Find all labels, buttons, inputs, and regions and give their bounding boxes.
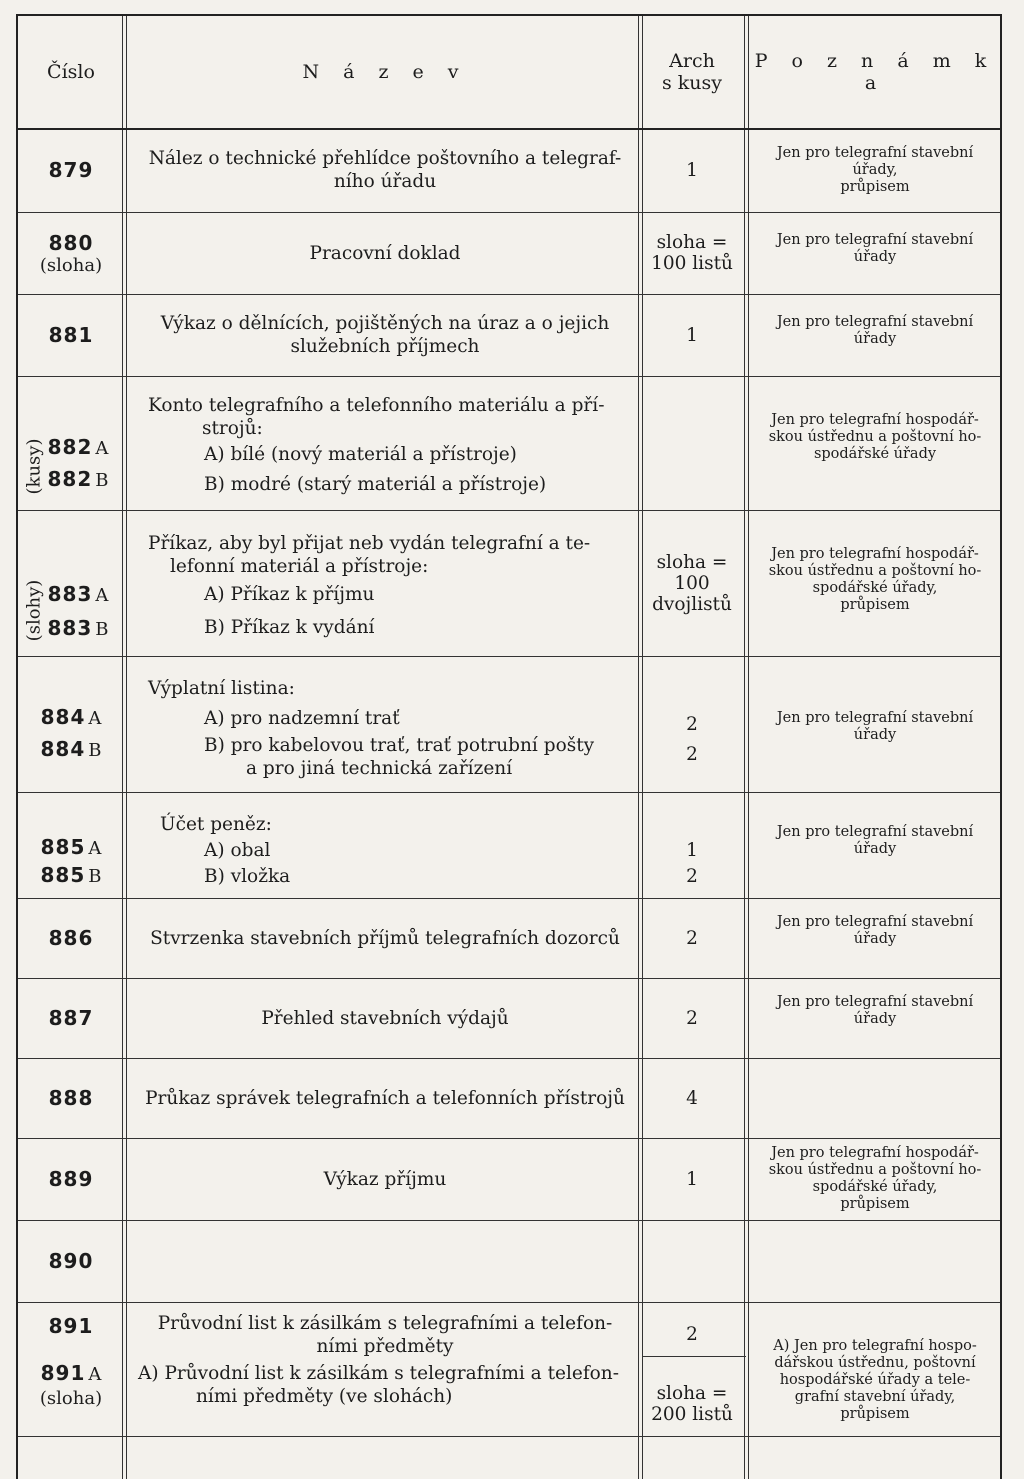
note-line: úřady, [852, 161, 898, 178]
table-header [18, 16, 1000, 128]
arch-value: sloha = [656, 552, 728, 573]
note-line: Jen pro telegrafní stavební [776, 232, 974, 248]
form-name-line: Pracovní doklad [309, 242, 461, 264]
note-line: úřady [853, 331, 897, 347]
form-item: B) vložka [204, 866, 291, 887]
form-number: 881 [48, 323, 94, 347]
form-number: 888 [48, 1086, 94, 1110]
note-line: úřady [853, 1011, 897, 1027]
note-line: úřady [853, 249, 897, 265]
note-line: úřady [853, 727, 897, 743]
form-name-line: Výkaz příjmu [323, 1168, 447, 1190]
form-name-line: Účet peněz: [160, 814, 272, 835]
arch-value: 2 [686, 1007, 698, 1029]
form-number: 882 [47, 435, 93, 459]
note-line: průpisem [840, 178, 910, 195]
form-number: 884 [40, 705, 86, 729]
header-arch-line2: s kusy [661, 72, 723, 94]
note-line: Jen pro telegrafní hospodář- [771, 1145, 979, 1161]
table-row [18, 792, 1000, 898]
arch-value: 1 [686, 1168, 698, 1190]
form-number: 885 [40, 863, 86, 887]
form-number-suffix: A [95, 585, 109, 606]
arch-value: 4 [686, 1087, 698, 1109]
form-item: A) bílé (nový materiál a přístroje) [204, 444, 517, 465]
form-number: 883 [47, 582, 93, 606]
form-name-line: Stvrzenka stavebních příjmů telegrafních dozorců [150, 927, 620, 949]
table-row [18, 1302, 1000, 1436]
note-line: grafní stavební úřady, [794, 1389, 956, 1405]
note-line: hospodářské úřady a tele- [779, 1372, 971, 1388]
note-line: Jen pro telegrafní hospodář- [771, 546, 979, 562]
vertical-label: (kusy) [23, 438, 45, 494]
form-number: 890 [48, 1249, 94, 1273]
arch-value: 2 [686, 927, 698, 949]
form-name-line: Příkaz, aby byl přijat neb vydán telegrafní a te- [148, 533, 591, 554]
form-item: A) Příkaz k příjmu [204, 584, 375, 605]
arch-value: 1 [686, 324, 698, 346]
form-number-suffix: A [88, 1364, 102, 1385]
form-number: 887 [48, 1006, 94, 1030]
form-number: 880 [48, 230, 94, 255]
arch-value: 1 [686, 840, 698, 861]
arch-value: 200 listů [651, 1404, 733, 1425]
form-name-line: Průvodní list k zásilkám s telegrafními a telefon- [157, 1313, 613, 1334]
form-number: 886 [48, 926, 94, 950]
arch-value: 2 [686, 866, 698, 887]
arch-value: 1 [686, 159, 698, 181]
note-line: Jen pro telegrafní stavební [776, 144, 974, 161]
arch-value: dvojlistů [652, 594, 732, 615]
form-name-line: Přehled stavebních výdajů [261, 1007, 509, 1029]
form-number-suffix: A [88, 708, 102, 729]
table-row [18, 978, 1000, 1058]
form-name-line: Výplatní listina: [148, 678, 295, 699]
form-name-line: ními předměty (ve slohách) [196, 1386, 453, 1407]
table-row [18, 510, 1000, 656]
form-name-line: ními předměty [316, 1336, 454, 1357]
form-number-suffix: B [88, 866, 102, 887]
form-number-suffix: B [88, 740, 102, 761]
form-number: 882 [47, 467, 93, 491]
note-line: spodářské úřady [813, 446, 937, 462]
header-arch-line1: Arch [669, 50, 715, 72]
form-number-sub: (sloha) [39, 1388, 103, 1409]
form-number: 889 [48, 1167, 94, 1191]
form-number-suffix: A [95, 438, 109, 459]
form-name-line: Průkaz správek telegrafních a telefonních přístrojů [145, 1087, 625, 1109]
arch-value: 100 listů [651, 253, 733, 274]
note-line: A) Jen pro telegrafní hospo- [773, 1338, 977, 1354]
form-name-line: Konto telegrafního a telefonního materiálu a pří- [148, 395, 605, 416]
form-item: B) Příkaz k vydání [204, 617, 375, 638]
note-line: dářskou ústřednu, poštovní [774, 1355, 976, 1371]
table-row [18, 898, 1000, 978]
note-line: Jen pro telegrafní stavební [776, 994, 974, 1010]
form-item: B) modré (starý materiál a přístroje) [204, 474, 547, 495]
form-name-line: Výkaz o dělnících, pojištěných na úraz a o jejich [160, 313, 610, 334]
note-line: úřady [853, 841, 897, 857]
note-line: průpisem [840, 597, 910, 613]
header-number: Číslo [47, 61, 95, 83]
form-name-line: A) Průvodní list k zásilkám s telegrafními a telefon- [138, 1363, 619, 1384]
table-row [18, 128, 1000, 212]
form-number: 891 [40, 1361, 86, 1385]
table-row [18, 1220, 1000, 1302]
form-table [16, 14, 1002, 1479]
form-number-suffix: B [95, 619, 109, 640]
form-name-line: Nález o technické přehlídce poštovního a telegraf- [148, 148, 622, 169]
form-number-sub: (sloha) [39, 254, 103, 276]
table-row [18, 1138, 1000, 1220]
header-note: P o z n á m k a [754, 50, 996, 94]
note-line: průpisem [840, 1196, 910, 1212]
arch-value: 100 [674, 573, 710, 594]
arch-value: sloha = [656, 1383, 728, 1404]
form-name-line: ního úřadu [333, 171, 437, 192]
note-line: Jen pro telegrafní stavební [776, 824, 974, 840]
table-row [18, 656, 1000, 792]
form-item: B) pro kabelovou trať, trať potrubní pošty [204, 735, 595, 756]
note-line: spodářské úřady, [812, 1179, 938, 1195]
note-line: Jen pro telegrafní hospodář- [771, 412, 979, 428]
arch-value: 2 [686, 1324, 698, 1345]
note-line: skou ústřednu a poštovní ho- [768, 429, 982, 445]
arch-value: sloha = [656, 232, 728, 253]
note-line: Jen pro telegrafní stavební [776, 710, 974, 726]
form-item: A) pro nadzemní trať [204, 708, 400, 729]
table-row [18, 376, 1000, 510]
note-line: skou ústřednu a poštovní ho- [768, 1162, 982, 1178]
row-divider [18, 1436, 1000, 1437]
form-item: a pro jiná technická zařízení [246, 758, 513, 779]
arch-value: 2 [686, 744, 698, 765]
note-line: průpisem [840, 1406, 910, 1422]
table-row [18, 212, 1000, 294]
arch-value: 2 [686, 714, 698, 735]
note-line: spodářské úřady, [812, 580, 938, 596]
note-line: skou ústřednu a poštovní ho- [768, 563, 982, 579]
form-number: 891 [48, 1314, 94, 1338]
table-row [18, 294, 1000, 376]
form-item: A) obal [204, 840, 271, 861]
form-number: 879 [48, 158, 94, 182]
form-number: 883 [47, 616, 93, 640]
form-number: 884 [40, 737, 86, 761]
note-line: úřady [853, 931, 897, 947]
table-row [18, 1058, 1000, 1138]
header-name: N á z e v [302, 61, 468, 83]
form-number-suffix: B [95, 470, 109, 491]
note-line: Jen pro telegrafní stavební [776, 914, 974, 930]
vertical-label: (slohy) [23, 579, 45, 641]
form-number-suffix: A [88, 838, 102, 859]
note-line: Jen pro telegrafní stavební [776, 314, 974, 330]
form-name-line: lefonní materiál a přístroje: [170, 556, 429, 577]
form-number: 885 [40, 835, 86, 859]
form-name-line: služebních příjmech [290, 336, 480, 357]
form-name-line: strojů: [202, 418, 263, 439]
